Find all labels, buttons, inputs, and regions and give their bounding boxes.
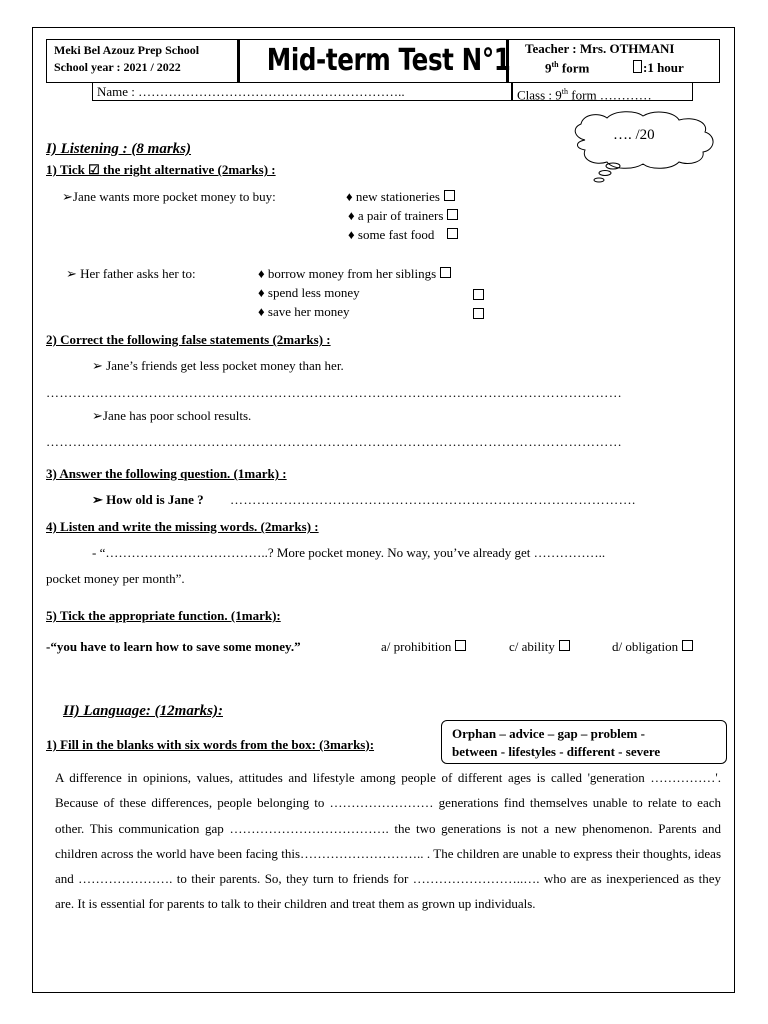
option-row[interactable]: ♦ a pair of trainers — [348, 208, 458, 224]
q1-item2-prompt: ➢ Her father asks her to: — [66, 266, 196, 281]
paragraph-text: A difference in opinions, values, attitudes and lifestyle among people of different ages is called 'generation ……………'. Because of these differences, people belonging to …………………… generations find themselves unable to relate to each other. This communication gap ………………………………. the two generations is not a new phenomenon. Parents and children across the world have been facing this……………………….. . The children are unable to express their thoughts, ideas and …………………. to their parents. So, they turn to friends for ……………………..…. who are as inexperienced as they are. It is essential for parents to talk to their children and treat them as grown up individuals. — [55, 770, 721, 912]
q5-title: 5) Tick the appropriate function. (1mark): — [46, 608, 281, 623]
option-row[interactable]: ♦ some fast food — [348, 227, 458, 243]
clock-icon — [633, 60, 642, 73]
checkbox[interactable] — [682, 640, 693, 651]
option-row[interactable]: c/ ability — [509, 639, 570, 655]
checkbox[interactable] — [455, 640, 466, 651]
q1-item1-prompt: ➢Jane wants more pocket money to buy: — [62, 189, 276, 204]
name-field[interactable]: Name : …………………………………………………….. — [92, 82, 512, 101]
option-row[interactable]: ♦ new stationeries — [346, 189, 455, 205]
title-block — [237, 40, 509, 82]
q2-title: 2) Correct the following false statements (2marks) : — [46, 332, 331, 347]
q1-title: 1) Tick ☑ the right alternative (2marks) : — [46, 162, 276, 177]
school-info — [54, 42, 199, 76]
option-row[interactable]: d/ obligation — [612, 639, 693, 655]
checkbox[interactable] — [447, 209, 458, 220]
gap-fill-paragraph[interactable] — [55, 765, 721, 917]
checkbox[interactable] — [473, 306, 484, 324]
option-row[interactable]: ♦ borrow money from her siblings — [258, 266, 451, 282]
checkbox[interactable] — [473, 287, 484, 305]
q5-quote: -“you have to learn how to save some money.” — [46, 639, 301, 654]
form-level: 9th form — [545, 60, 590, 76]
answer-line[interactable]: ………………………………………………………………………………………………………………… — [46, 434, 623, 449]
language-section-title: II) Language: (12marks): — [63, 703, 223, 719]
q3-question: ➢ How old is Jane ? — [92, 492, 204, 507]
q4-line-2: pocket money per month”. — [46, 571, 185, 586]
word-box-line-1: Orphan – advice – gap – problem - — [452, 726, 645, 741]
q2-statement-2: ➢Jane has poor school results. — [92, 408, 252, 423]
option-row[interactable]: ♦ spend less money — [258, 285, 360, 300]
listening-section-title: I) Listening : (8 marks) — [46, 141, 192, 157]
test-title: Mid-term Test N°1 — [266, 43, 511, 78]
q2-statement-1: ➢ Jane’s friends get less pocket money than her. — [92, 358, 344, 373]
q3-title: 3) Answer the following question. (1mark) : — [46, 466, 287, 481]
option-row[interactable]: ♦ save her money — [258, 304, 350, 319]
checkbox[interactable] — [444, 190, 455, 201]
answer-line[interactable]: ………………………………………………………………………………. — [230, 492, 636, 507]
teacher-name: Teacher : Mrs. OTHMANI — [525, 41, 675, 56]
option-row[interactable]: a/ prohibition — [381, 639, 466, 655]
word-box-line-2: between - lifestyles - different - severe — [452, 744, 661, 759]
score-field[interactable]: …. /20 — [613, 127, 655, 143]
score-cloud-icon — [565, 110, 725, 188]
checkbox[interactable] — [447, 228, 458, 239]
word-box — [441, 720, 727, 764]
answer-line[interactable]: ………………………………………………………………………………………………………………… — [46, 385, 623, 400]
q4-line-1[interactable]: - “………………………………..? More pocket money. No way, you’ve already get …………….. — [92, 545, 606, 560]
school-year: School year : 2021 / 2022 — [54, 60, 181, 74]
q4-title: 4) Listen and write the missing words. (2marks) : — [46, 519, 319, 534]
language-q1-title: 1) Fill in the blanks with six words from the box: (3marks): — [46, 737, 375, 752]
checkbox[interactable] — [559, 640, 570, 651]
checkbox[interactable] — [440, 267, 451, 278]
school-name: Meki Bel Azouz Prep School — [54, 43, 200, 57]
duration: :1 hour — [633, 60, 684, 76]
class-field[interactable]: Class : 9th form ………… — [512, 82, 693, 101]
